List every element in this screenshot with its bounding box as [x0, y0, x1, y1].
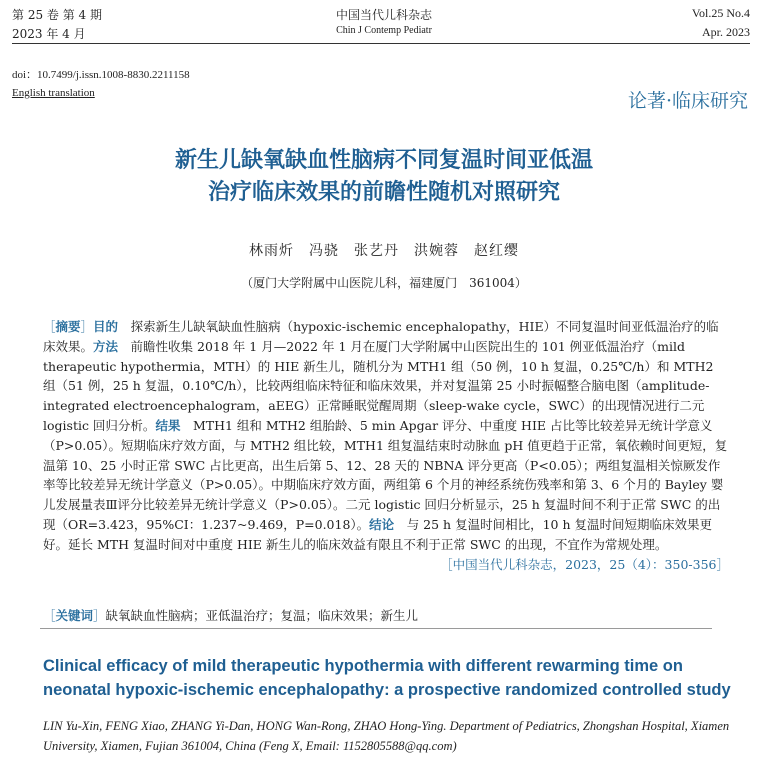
doi: doi：10.7499/j.issn.1008-8830.2211158 — [12, 69, 190, 81]
results-label: 结果 — [155, 417, 181, 433]
conclusions-label: 结论 — [369, 516, 395, 532]
title-line-2: 治疗临床效果的前瞻性随机对照研究 — [207, 179, 560, 205]
abstract-open-bracket: ［ — [43, 319, 56, 334]
abstract-close-bracket: ］ — [80, 319, 94, 334]
authors: 林雨炘 冯骁 张艺丹 洪婉蓉 赵红缨 — [249, 243, 519, 259]
methods-text: 前瞻性收集 2018 年 1 月—2022 年 1 月在厦门大学附属中山医院出生的 101 例亚低温治疗（mild therapeutic hypothermia，MTH）的 HIE 新生儿，随机分为 MTH1 组（50 例，10 h 复温，0.25℃/h）和 MTH2 组（51 例，25 h 复温，0.10℃/h），比较两组临床特征和临床效果，并对复温第 25 小时振幅整合脑电图（amplitude-integrated electroencephalogram，aEEG）正常睡眠觉醒周期（sleep-wake cycle，SWC）的出现情况进行二元 logistic 回归分析。 — [43, 338, 714, 433]
header-divider — [12, 43, 750, 44]
header-volume-cn: 第 25 卷 第 4 期 — [12, 8, 102, 22]
header-journal-en: Chin J Contemp Pediatr — [336, 25, 432, 36]
keywords-close-bracket: ］ — [93, 608, 106, 623]
header-date-en: Apr. 2023 — [702, 25, 750, 39]
keywords-open-bracket: ［ — [43, 608, 56, 623]
affiliation: （厦门大学附属中山医院儿科，福建厦门 361004） — [241, 276, 527, 290]
abstract — [43, 317, 729, 574]
citation: ［中国当代儿科杂志，2023，25（4）：350-356］ — [440, 556, 729, 572]
keywords — [43, 606, 729, 626]
column-label: 论著·临床研究 — [627, 90, 748, 112]
keywords-label: 关键词 — [55, 608, 94, 623]
methods-label: 方法 — [93, 338, 119, 354]
results-text: MTH1 组和 MTH2 组胎龄、5 min Apgar 评分、中重度 HIE 占比等比较差异无统计学意义（P>0.05）。短期临床疗效方面，与 MTH2 组比较，MTH1 组复温结束时动脉血 pH 值更趋于正常，氧依赖时间更短，复温第 10、25 小时正常 SWC 占比更高，出生后第 5、12、28 天的 NBNA 评分更高（P<0.05）；两组复温相关惊厥发作率等比较差异无统计学意义（P>0.05）。中期临床疗效方面，两组第 6 个月的神经系统伤残率和第 3、6 个月的 Bayley 婴儿发展量表Ⅲ评分比较差异无统计学意义（P>0.05）。二元 logistic 回归分析显示，25 h 复温时间不利于正常 SWC 的出现（OR=3.423，95%CI：1.237~9.469，P=0.018）。 — [43, 417, 728, 532]
header-journal-cn: 中国当代儿科杂志 — [335, 8, 432, 22]
objective-label: 目的 — [93, 319, 119, 334]
abstract-label: 摘要 — [55, 319, 81, 334]
keywords-divider — [40, 628, 712, 629]
english-translation-link[interactable]: English translation — [12, 87, 95, 99]
objective-text: 探索新生儿缺氧缺血性脑病（hypoxic-ischemic encephalopathy，HIE）不同复温时间亚低温治疗的临床效果。 — [43, 319, 719, 354]
header-volume-en: Vol.25 No.4 — [691, 6, 750, 20]
english-title: Clinical efficacy of mild therapeutic hypothermia with different rewarming time on neonatal hypoxic-ischemic encephalopathy: a prospective randomized controlled study — [43, 657, 731, 699]
english-authors: LIN Yu-Xin, FENG Xiao, ZHANG Yi-Dan, HONG Wan-Rong, ZHAO Hong-Ying. Department of Pediatrics, Zhongshan Hospital, Xiamen University, Xiamen, Fujian 361004, China (Feng X, Email: 1152805588@qq.com) — [43, 719, 730, 753]
title-line-1: 新生儿缺氧缺血性脑病不同复温时间亚低温 — [174, 147, 593, 173]
header-date-cn: 2023 年 4 月 — [12, 27, 86, 41]
conclusions-text: 与 25 h 复温时间相比，10 h 复温时间短期临床效果更好。延长 MTH 复温时间对中重度 HIE 新生儿的临床效益有限且不利于正常 SWC 的出现，不宜作为常规处理。 — [43, 516, 712, 552]
keywords-text: 缺氧缺血性脑病；亚低温治疗；复温；临床效果；新生儿 — [105, 608, 419, 623]
